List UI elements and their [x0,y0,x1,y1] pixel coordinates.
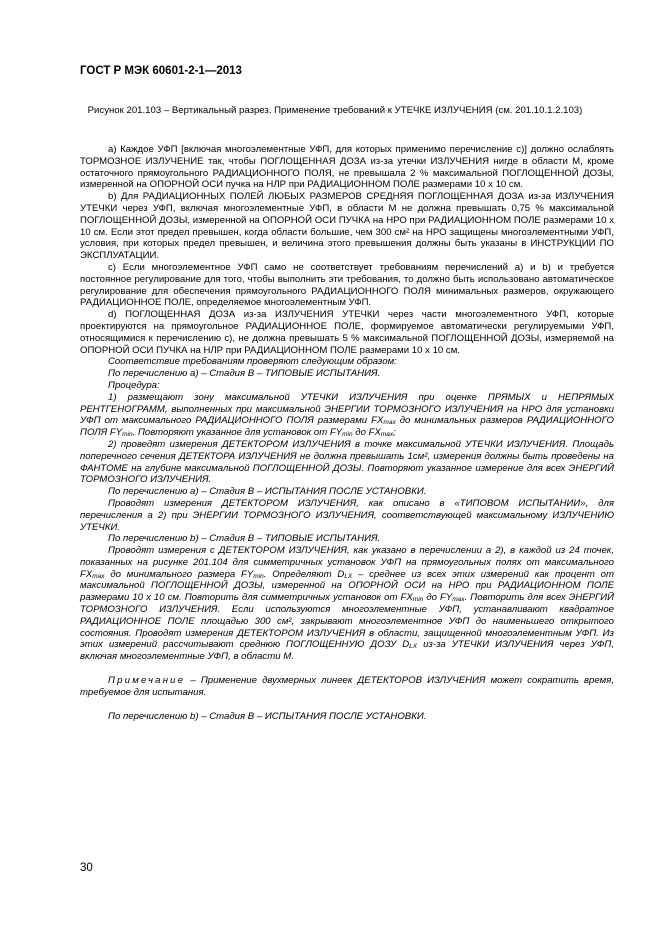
stage-b-type-test: По перечислению b) – Стадия В – ТИПОВЫЕ ИСПЫТАНИЯ. [108,533,381,545]
note [80,675,614,699]
procedure-step-2: 2) проведят измерения ДЕТЕКТОРОМ ИЗЛУЧЕНИЯ в точке максимальной УТЕЧКИ ИЗЛУЧЕНИЯ. Площадь поперечного сечения ДЕТЕКТОРА ИЗЛУЧЕНИЯ не должна превышать 1см², измерения должны быть проведены на ФАНТОМЕ на глубине максимальной ПОГЛОЩЕННОЙ ДОЗЫ. Повторяют указанное измерение для всех ЭНЕРГИЙ ТОРМОЗНОГО ИЗЛУЧЕНИЯ. [80,438,614,486]
figure-caption: Рисунок 201.103 – Вертикальный разрез. Применение требований к УТЕЧКЕ ИЗЛУЧЕНИЯ (см. 201.10.1.2.103) [87,105,583,116]
paragraph-d: d) ПОГЛОЩЕННАЯ ДОЗА из-за ИЗЛУЧЕНИЯ УТЕЧКИ через части многоэлементного УФП, которые проектируются на прямоугольное РАДИАЦИОННОЕ ПОЛЕ, формируемое автоматически регулируемыми УФП, относящимися к перечислению с), не должна превышать 5 % максимальной ПОГЛОЩЕННОЙ ДОЗЫ, измеряемой на ОПОРНОЙ ОСИ ПУЧКА на НЛР при РАДИАЦИОННОМ ПОЛЕ размерами 10 х 10 см. [80,309,614,356]
procedure-step-1: 1) размещают зону максимальной УТЕЧКИ ИЗЛУЧЕНИЯ при оценке ПРЯМЫХ и НЕПРЯМЫХ РЕНТГЕНОГРАММ, выполненных при максимальной ЭНЕРГИИ ТОРМОЗНОГО ИЗЛУЧЕНИЯ на НРО для установки УФП от максимального РАДИАЦИОННОГО ПОЛЯ размерами $FX_{max}$ до минимальных размеров РАДИАЦИОННОГО ПОЛЯ $FY_{min}$. Повторяют указанное для установок от $FY_{min}$ до $FX_{max}$; [80,391,614,439]
measurement-a: Проводят измерения ДЕТЕКТОРОМ ИЗЛУЧЕНИЯ, как описано в «ТИПОВОМ ИСПЫТАНИИ», для перечисления а 2) при ЭНЕРГИИ ТОРМОЗНОГО ИЗЛУЧЕНИЯ, соответствующей максимальному ИЗЛУЧЕНИЮ УТЕЧКИ. [80,497,614,533]
paragraph-c: с) Если многоэлементное УФП само не соответствует требованиям перечислений а) и b) и требуется постоянное регулирование для того, чтобы выполнить эти требования, то должно быть использовано автоматическое регулирование для обеспечения прямоугольного РАДИАЦИОННОГО ПОЛЯ минимальных размеров, окружающего РАДИАЦИОННОЕ ПОЛЕ, определяемое многоэлементным УФП. [80,261,614,309]
page-number: 30 [80,862,93,874]
note-text: – Применение двухмерных линеек ДЕТЕКТОРОВ ИЗЛУЧЕНИЯ может сократить время, требуемое для испытания. [80,675,614,698]
note-label: Примечание [108,675,186,687]
document-body [80,144,614,722]
procedure-label: Процедура: [108,379,160,391]
document-header: ГОСТ Р МЭК 60601-2-1—2013 [80,65,242,77]
paragraph-b: b) Для РАДИАЦИОННЫХ ПОЛЕЙ ЛЮБЫХ РАЗМЕРОВ СРЕДНЯЯ ПОГЛОЩЕННАЯ ДОЗА из-за ИЗЛУЧЕНИЯ УТЕЧКИ через УФП, включая многоэлементные УФП, в области M не должна превышать 0,75 % максимальной ПОГЛОЩЕННОЙ ДОЗЫ, измеренной на ОПОРНОЙ ОСИ ПУЧКА на НРО при РАДИАЦИОННОМ ПОЛЕ размерами 10 х 10 см. Если этот предел превышен, когда области большие, чем 300 см² на НРО защищены многоэлементными УФП, условия, при которых предел превышен, и величина этого превышения должны быть указаны в ИНСТРУКЦИИ ПО ЭКСПЛУАТАЦИИ. [80,191,614,262]
stage-b-after-installation: По перечислению b) – Стадия В – ИСПЫТАНИЯ ПОСЛЕ УСТАНОВКИ. [108,710,427,722]
stage-a-type-test: По перечислению а) – Стадия В – ТИПОВЫЕ ИСПЫТАНИЯ. [108,368,381,380]
measurement-b: Проводят измерения с ДЕТЕКТОРОМ ИЗЛУЧЕНИЯ, как указано в перечислении а 2), в каждой из 24 точек, показанных на рисунке 201.104 для симметричных установок УФП на прямоугольных полях от максимального $FX_{max}$ до минимального размера $FY_{min}$. Определяют $D_{LX}$ – среднее из всех этих измерений как процент от максимальной ПОГЛОЩЕННОЙ ДОЗЫ, измеренной на ОПОРНОЙ ОСИ на НРО при РАДИАЦИОННОМ ПОЛЕ размерами 10 х 10 см. Повторить для симметричных установок от $FX_{min}$ до $FY_{max}$. Повторить для всех ЭНЕРГИЙ ТОРМОЗНОГО ИЗЛУЧЕНИЯ. Если используются многоэлементные УФП, устанавливают квадратное РАДИАЦИОННОЕ ПОЛЕ площадью 300 см², закрывают многоэлементное УФП до наименьшего открытого состояния. Проводят измерения ДЕТЕКТОРОМ ИЗЛУЧЕНИЯ в области, защищенной многоэлементным УФП. Из этих измерений рассчитывают среднюю ПОГЛОЩЕННУЮ ДОЗУ $D_{LX}$ из-за УТЕЧКИ ИЗЛУЧЕНИЯ через УФП, включая многоэлементные УФП, в области M. [80,545,615,663]
stage-a-after-installation: По перечислению а) – Стадия В – ИСПЫТАНИЯ ПОСЛЕ УСТАНОВКИ. [108,486,427,498]
paragraph-a: а) Каждое УФП [включая многоэлементные УФП, для которых применимо перечисление с)] должно ослаблять ТОРМОЗНОЕ ИЗЛУЧЕНИЕ так, чтобы ПОГЛОЩЕННАЯ ДОЗА из-за утечки ИЗЛУЧЕНИЯ нигде в области M, кроме остаточного прямоугольного РАДИАЦИОННОГО ПОЛЯ, не превышала 2 % максимальной ПОГЛОЩЕННОЙ ДОЗЫ, измеренной на ОПОРНОЙ ОСИ пучка на НЛР при РАДИАЦИОННОМ ПОЛЕ размерами 10 х 10 см. [80,144,614,191]
compliance-intro: Соответствие требованиям проверяют следующим образом: [108,356,397,368]
